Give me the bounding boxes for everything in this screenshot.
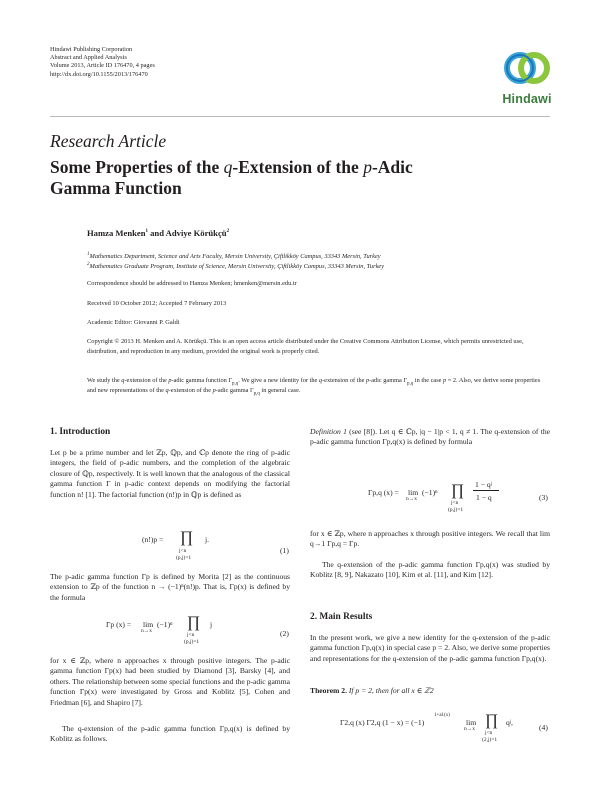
title-line-2: Gamma Function (50, 178, 182, 198)
abs-q1: q (121, 377, 125, 384)
title-p: p (363, 157, 372, 177)
fraction-bar (473, 490, 499, 491)
hindawi-logo[interactable] (497, 46, 557, 108)
aff-2-num: 2 (87, 261, 90, 267)
correspondence: Correspondence should be addressed to Hamza Menken; hmenken@mersin.edu.tr (87, 280, 297, 287)
intro-paragraph-3: for x ∈ ℤp, where n approaches x through positive integers. The p-adic gamma function Γp(x) had been studied by Diamond [3], Barsky [4], and others. The relationship between some special functions and the p-adic gamma function Γp(x) were investigated by Gross and Koblitz [5], Cohen and Friedman [6], and Shapiro [7]. (50, 656, 290, 707)
eq3-numerator: 1 − qʲ (475, 480, 492, 489)
definition-label: Definition 1 (310, 427, 347, 436)
abstract (87, 376, 549, 396)
affiliation-1 (87, 252, 547, 261)
abs-2: -extension of the (124, 377, 169, 384)
eq2-rhs: j (210, 620, 213, 629)
abs-q3: q (165, 387, 169, 394)
author-and: and (147, 228, 166, 238)
article-type: Research Article (50, 131, 167, 151)
eq2-under-1: j<n (187, 632, 195, 638)
related-work-paragraph: The q-extension of the p-adic gamma function Γp,q(x) was studied by Koblitz [8, 9], Nakazato [10], Kim et al. [11], and Kim [12]. (310, 560, 550, 580)
volume-line: Volume 2013, Article ID 176470, 4 pages (50, 62, 155, 70)
abs-q2: q (318, 377, 323, 384)
eq4-under-1: j<n (485, 730, 493, 736)
copyright: Copyright © 2013 H. Menken and A. Körükçü. This is an open access article distributed under the Creative Commons Attribution License, which permits unrestricted use, distribution, and reproduction in any medium, provided the original work is properly cited. (87, 338, 524, 355)
abs-p4: p (212, 387, 216, 394)
eq3-mid: (−1)ⁿ (422, 488, 438, 497)
doi-link[interactable]: http://dx.doi.org/10.1155/2013/176470 (50, 70, 148, 78)
logo-rings-icon (497, 46, 557, 92)
product-symbol-icon: ∏ (187, 614, 201, 631)
eq2-number: (2) (280, 629, 289, 638)
eq4-lhs: Γ2,q (x) Γ2,q (1 − x) = (−1) (340, 718, 425, 727)
intro-paragraph-2: The p-adic gamma function Γp is defined by Morita [2] as the continuous extension to ℤp of the function n → (−1)ⁿ(n!)p. That is, Γp(x) is defined by the formula (50, 572, 290, 602)
abs-1: We study the (87, 377, 122, 384)
author-2-sup: 2 (226, 229, 230, 235)
abs-sub-3: p,q (253, 391, 260, 397)
title-text-2: -Extension of the (232, 157, 364, 177)
definition-1 (310, 427, 550, 448)
eq2-mid: (−1)ⁿ (157, 620, 173, 629)
eq1-under-1: j<n (179, 548, 187, 554)
abs-p3: p (443, 377, 447, 384)
author-1: Hamza Menken (87, 228, 146, 238)
logo-text: Hindawi (502, 92, 552, 106)
received-dates: Received 10 October 2012; Accepted 7 February 2013 (87, 300, 227, 307)
abs-9: -extension of the (168, 387, 213, 394)
eq4-rhs: qʲ, (506, 718, 513, 727)
eq2-lim-sub: n→x (141, 628, 152, 634)
journal-name: Abstract and Applied Analysis (50, 54, 127, 62)
eq4-lim-sub: n→x (464, 726, 475, 732)
abs-7: in the case (413, 377, 444, 384)
eq2-under-2: (p,j)=1 (184, 639, 200, 645)
eq3-under-2: (p,j)=1 (448, 507, 464, 513)
equation-1 (50, 526, 290, 566)
abs-p1: p (168, 377, 172, 384)
eq4-under-2: (2,j)=1 (482, 737, 498, 743)
definition-paragraph: for x ∈ ℤp, where n approaches x through positive integers. We recall that lim q→1 Γp,q = Γp. (310, 529, 550, 549)
abs-p2: p (365, 377, 370, 384)
title-q: q (223, 157, 233, 177)
equation-4 (310, 706, 550, 746)
eq3-lim-sub: n→x (406, 496, 417, 502)
abs-sub-2: p,q (407, 381, 414, 387)
title-text-3: -Adic (371, 157, 413, 177)
eq4-number: (4) (539, 723, 548, 732)
product-symbol-icon: ∏ (485, 712, 499, 729)
theorem-2 (310, 686, 550, 696)
eq1-number: (1) (280, 546, 289, 555)
abs-6: -adic gamma Γ (369, 377, 408, 384)
journal-header (50, 46, 155, 79)
abs-4: . We give a new identity for the (238, 377, 319, 384)
abs-10: -adic gamma Γ (215, 387, 254, 394)
eq2-lhs: Γp (x) = (106, 620, 132, 629)
abs-3: -adic gamma function Γ (171, 377, 232, 384)
author-2: Adviye Körükçü (165, 228, 227, 238)
theorem-label: Theorem 2. (310, 686, 347, 695)
aff-2-text: Mathematics Graduate Program, Institute of Science, Mersin University, Çiftlikköy Campus, 33343 Mersin, Turkey (89, 263, 385, 270)
eq1-lhs: (n!)p = (142, 535, 164, 544)
publisher: Hindawi Publishing Corporation (50, 46, 133, 53)
definition-text: (see [8]). Let q ∈ ℂp, |q − 1|p < 1, q ≠ 1. The q-extension of the p-adic gamma function Γp,q(x) is defined by formula (310, 427, 550, 447)
academic-editor: Academic Editor: Giovanni P. Galdi (87, 319, 180, 326)
main-results-paragraph: In the present work, we give a new identity for the q-extension of the p-adic gamma function Γp,q(x) in special case p = 2. Also, we derive some properties and representations for the q-extension of the p-adic gamma function Γp,q(x). (310, 633, 550, 663)
product-symbol-icon: ∏ (451, 482, 465, 499)
eq3-lhs: Γp,q (x) = (368, 488, 399, 497)
section-2-heading: 2. Main Results (310, 612, 373, 622)
eq4-exponent: 1+a1(x) (434, 713, 450, 718)
abs-8: = 2. Also, we derive some properties and new representations of the (87, 377, 541, 394)
intro-paragraph-1: Let p be a prime number and let ℤp, ℚp, and ℂp denote the ring of p-adic integers, the field of p-adic numbers, and the completion of the algebraic closure of ℚp, respectively. It is well known that the analogous of the classical gamma function Γ in p-adic context depends on modifying the factorial function n! [1]. The factorial function (n!)p in ℚp is defined as (50, 448, 290, 499)
eq3-under-1: j<n (451, 500, 459, 506)
abs-11: in general case. (259, 387, 301, 394)
product-symbol-icon: ∏ (180, 529, 194, 546)
author-1-sup: 1 (145, 229, 148, 235)
paper-title (50, 157, 490, 199)
eq3-denominator: 1 − q (476, 493, 492, 502)
equation-3 (310, 476, 550, 516)
eq4-lim: lim (466, 718, 477, 727)
equation-2 (50, 612, 290, 650)
theorem-text: If p = 2, then for all x ∈ ℤ2 (346, 686, 434, 695)
section-1-heading: 1. Introduction (50, 427, 111, 437)
header-divider (50, 116, 550, 117)
aff-1-num: 1 (87, 251, 90, 257)
abs-sub-1: p,q (231, 381, 239, 387)
eq3-lim: lim (408, 488, 419, 497)
aff-1-text: Mathematics Department, Science and Arts Faculty, Mersin University, Çiftlikköy Campus, 33343 Mersin, Turkey (89, 253, 381, 260)
title-text-1: Some Properties of the (50, 157, 224, 177)
eq2-lim: lim (143, 620, 154, 629)
eq1-rhs: j. (205, 535, 210, 544)
eq3-number: (3) (539, 493, 548, 502)
eq1-under-2: (p,j)=1 (176, 555, 192, 561)
intro-paragraph-4: The q-extension of the p-adic gamma function Γp,q(x) is defined by Koblitz as follows. (50, 724, 290, 744)
abs-5: -extension of the (322, 377, 366, 384)
affiliation-2 (87, 262, 547, 271)
author-list (87, 228, 229, 238)
